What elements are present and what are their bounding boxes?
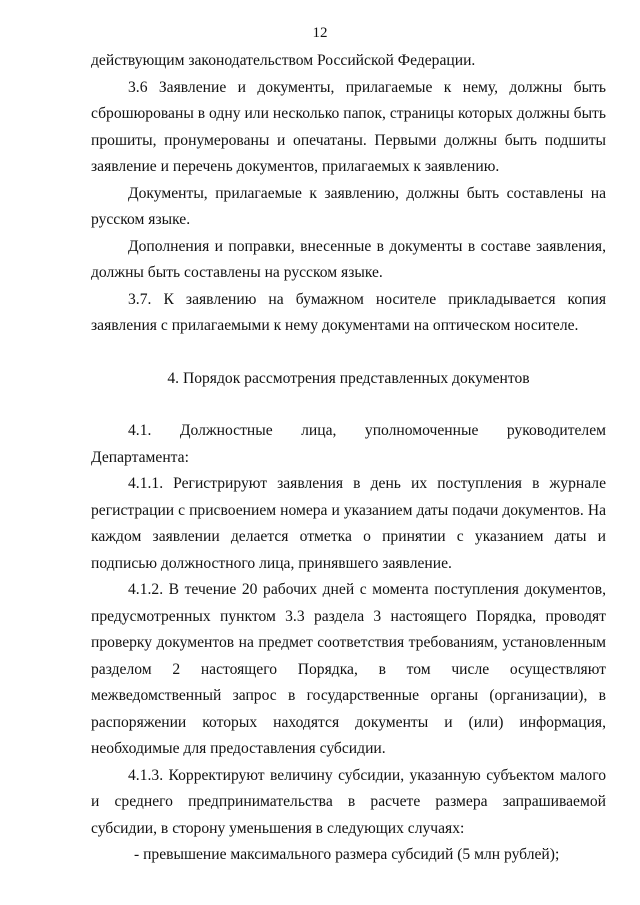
list-item: - превышение максимального размера субсидий (5 млн рублей); — [134, 846, 560, 863]
paragraph-amendments-language: Дополнения и поправки, внесенные в документы в составе заявления, должны быть составлены на русском языке. — [91, 237, 606, 281]
paragraph-4-1-3: 4.1.3. Корректируют величину субсидии, указанную субъектом малого и среднего предпринимательства в расчете размера запрашиваемой субсидии, в сторону уменьшения в следующих случаях: — [91, 766, 606, 837]
paragraph-3-7: 3.7. К заявлению на бумажном носителе прикладывается копия заявления с прилагаемыми к нему документами на оптическом носителе. — [91, 290, 606, 334]
paragraph-4-1-1: 4.1.1. Регистрируют заявления в день их поступления в журнале регистрации с присвоением номера и указанием даты подачи документов. На каждом заявлении делается отметка о принятии с указанием даты и подписью должностного лица, принявшего заявление. — [91, 475, 606, 572]
page-number: 12 — [312, 25, 328, 41]
paragraph-documents-language: Документы, прилагаемые к заявлению, должны быть составлены на русском языке. — [91, 184, 606, 228]
paragraph-4-1: 4.1. Должностные лица, уполномоченные руководителем Департамента: — [91, 422, 606, 466]
paragraph-continuation: действующим законодательством Российской Федерации. — [91, 52, 476, 69]
paragraph-4-1-2: 4.1.2. В течение 20 рабочих дней с момента поступления документов, предусмотренных пунктом 3.3 раздела 3 настоящего Порядка, проводят проверку документов на предмет соответствия требованиям, установленным разделом 2 настоящего Порядка, в том числе осуществляют межведомственный запрос в государственные органы (организации), в распоряжении которых находятся документы и (или) информация, необходимые для предоставления субсидии. — [91, 581, 606, 757]
document-body — [91, 48, 606, 869]
paragraph-3-6: 3.6 Заявление и документы, прилагаемые к нему, должны быть сброшюрованы в одну или несколько папок, страницы которых должны быть прошиты, пронумерованы и опечатаны. Первыми должны быть подшиты заявление и перечень документов, прилагаемых к заявлению. — [91, 78, 606, 175]
section-heading: 4. Порядок рассмотрения представленных документов — [167, 369, 530, 387]
